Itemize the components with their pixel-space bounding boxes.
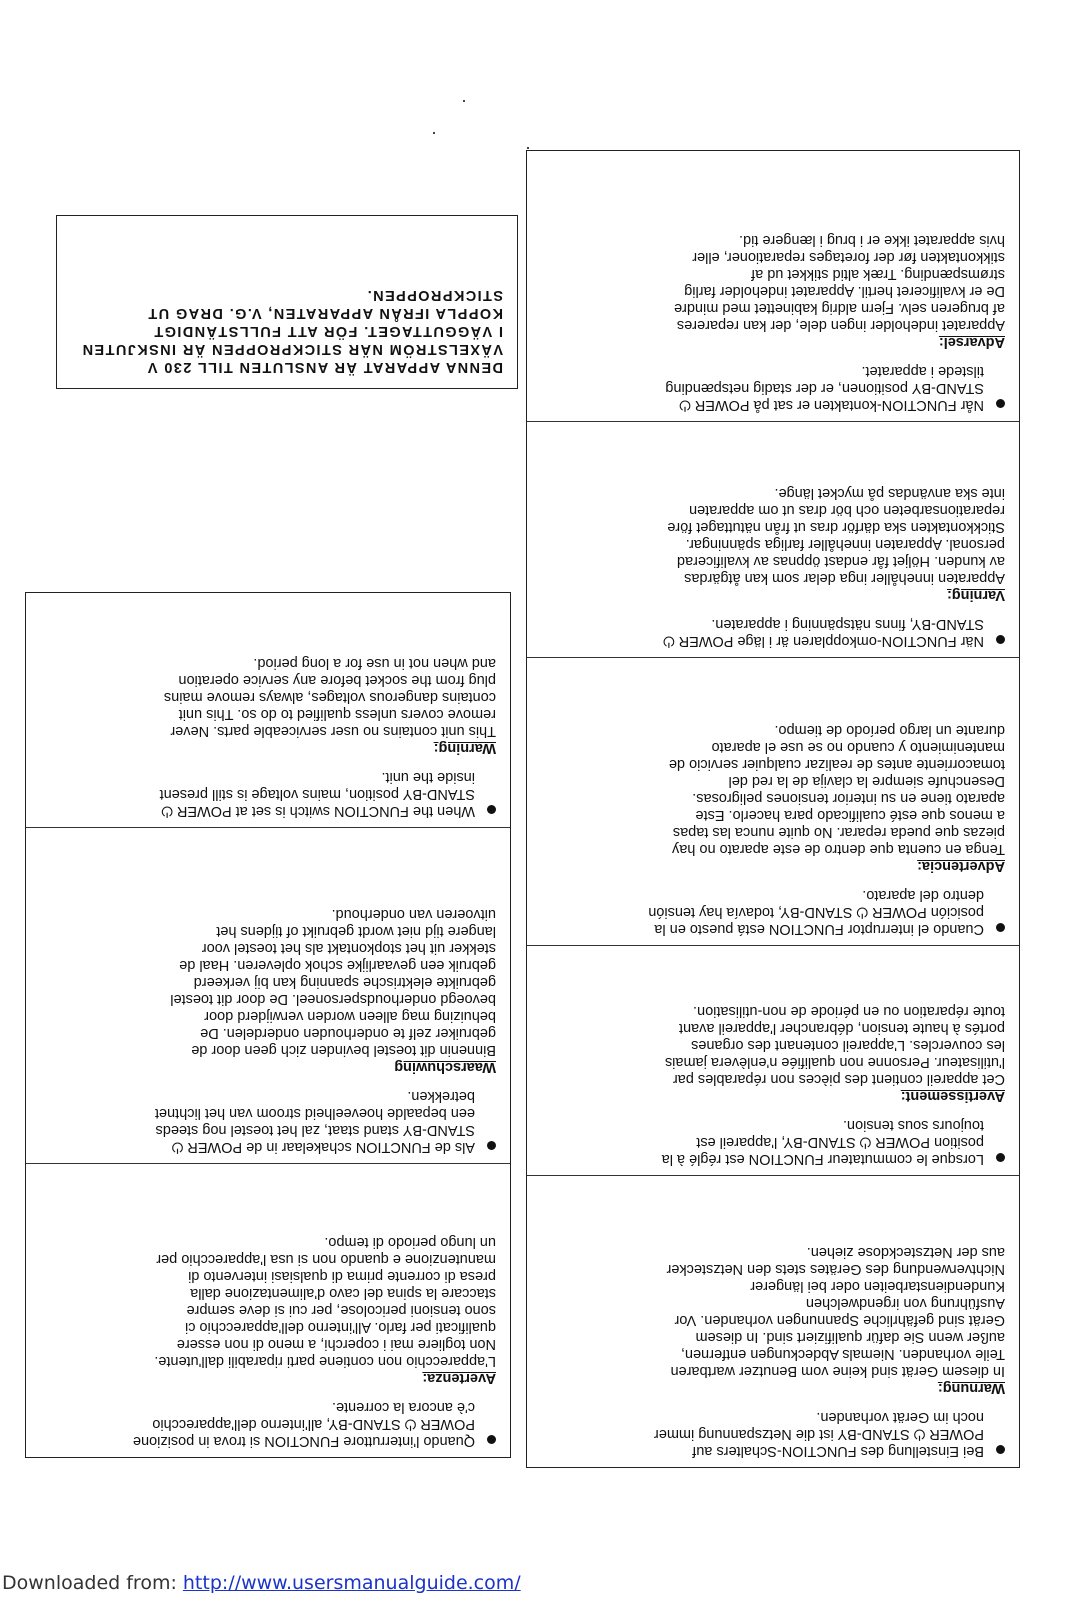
section-swedish bbox=[527, 421, 1019, 657]
it-heading: Avertenza: bbox=[422, 1370, 496, 1386]
it-body-text: L'apparecchio non contiene parti riparabili dall'utente. Non togliere mai i coperchi, a meno di non essere qualificati per farlo. All'interno dell'apparecchio ci sono tensioni pericolose, per cui si deve sempre staccare la spina del cavo d'alimentazione dalla presa di corrente prima di qualsiasi intervento di manutenzione e quando non si usa l'apparecchio per un lungo periodo di tempo. bbox=[154, 1234, 496, 1369]
section-italian bbox=[26, 1163, 510, 1457]
da-bullet-text: Når FUNCTION-kontakten er sat på POWER ⏻ STAND-BY positionen, er der stadig netspænding tilstede i apparatet. bbox=[665, 363, 984, 413]
section-french bbox=[527, 945, 1019, 1175]
en-bullet-text: When the FUNCTION switch is set at POWER ⏻ STAND-BY position, mains voltage is still present inside the unit. bbox=[159, 769, 475, 819]
footer-link[interactable]: http://www.usersmanualguide.com/ bbox=[182, 1572, 521, 1594]
es-heading: Advertencia: bbox=[917, 858, 1005, 874]
fr-body-text: Cet appareil contient des pièces non réparables par l'utilisateur. Personne non qualifiée n'enlèvera jamais les couvercles. L'appareil contenant des organes portés à haute tension, débrancher l'appareil avant toute réparation ou en période de non-utilisation. bbox=[664, 1003, 1005, 1087]
da-body-text: Apparatet indeholder ingen dele, der kan repareres af brugeren selv. Fjern aldrig kabinettet med mindre De er kvalificeret hertil. Apparatet indeholder farlig strømspænding. Træk altid stikket ud af stikkontakten før der foretages reparationer, eller hvis apparatet ikke er i brug i længere tid. bbox=[674, 232, 1005, 333]
download-source-footer bbox=[2, 1572, 521, 1594]
footer-prefix: Downloaded from: bbox=[2, 1572, 183, 1594]
es-bullet-text: Cuando el interruptor FUNCTION está puesto en la posición POWER ⏻ STAND-BY, todavía hay tensión dentro del aparato. bbox=[648, 887, 984, 937]
en-heading: Warning: bbox=[433, 740, 496, 756]
section-spanish bbox=[527, 657, 1019, 945]
section-danish bbox=[527, 155, 1019, 421]
de-body-text: In diesem Gerät sind keine vom Benutzer wartbaren Teile vorhanden. Niemals Abdeckungen entfernen, außer wenn Sie dafür qualifiziert sind. In diesem Gerät sind gefährliche Spannungen vorhanden. Vor Ausführung von irgendwelchen Kundendienstarbeiten oder bei längerer Nichtverwendung des Gerätes stets den Netzstecker aus der Netzsteckdose ziehen. bbox=[666, 1244, 1005, 1379]
left-warning-panel bbox=[25, 592, 511, 1458]
sv-body-text: Apparaten innehåller inga delar som kan åtgärdas av kunden. Höljet får endast öppnas av kvalificerad personal. Apparaten innehåller farliga spänningar. Stickkontakten ska därför dras ut från nätuttaget före reparationsarbeten och bör dras ut om apparaten inte ska användas på mycket länge. bbox=[667, 485, 1005, 586]
it-bullet-text: Quando l'interruttore FUNCTION si trova in posizione POWER ⏻ STAND-BY, all'interno dell'apparecchio c'è ancora la corrente. bbox=[132, 1399, 475, 1449]
sv-heading: Varning: bbox=[946, 587, 1005, 603]
de-bullet-text: Bei Einstellung des FUNCTION-Schalters auf POWER ⏻ STAND-BY ist die Netzspannung immer noch im Gerät vorhanden. bbox=[653, 1409, 984, 1459]
swedish-mains-notice bbox=[56, 215, 518, 389]
section-german bbox=[527, 1175, 1019, 1467]
da-heading: Advarsel: bbox=[938, 334, 1005, 350]
fr-bullet-text: Lorsque le commutateur FUNCTION est réglé à la position POWER ⏻ STAND-BY, l'appareil est toujours sous tension. bbox=[661, 1117, 984, 1167]
fr-heading: Avertissement: bbox=[900, 1088, 1005, 1104]
bullet-icon bbox=[996, 923, 1005, 932]
nl-body-text: Binnenin dit toestel bevinden zich geen door de gebruiker zelf te onderhouden onderdelen. De behuizing mag alleen worden verwijderd door bevoegd onderhoudspersoneel. De door dit toestel gebruikte elektrische spanning kan bij verkeerd gebruik een gevaarlijke schok opleveren. Haal de stekker uit het stopkontakt als het toestel voor langere tijd niet wordt gebruikt of tijdens het uitvoeren van onderhoud. bbox=[170, 906, 496, 1058]
sv-bullet-text: När FUNCTION-omkopplaren är i läge POWER ⏻ STAND-BY, finns nätspänning i apparaten. bbox=[663, 616, 984, 649]
en-body-text: This unit contains no user serviceable parts. Never remove covers unless qualified to do so. This unit contains dangerous voltages, always remove mains plug from the socket before any service operation and when not in use for a long period. bbox=[163, 655, 496, 739]
swedish-notice-text: DENNA APPARAT ÄR ANSLUTEN TILL 230 V VÄXELSTRÖM NÄR STICKPROPPEN ÄR INSKJUTEN I VÄGGUTTAGET. FÖR ATT FULLSTÄNDIGT KOPPLA IFRÅN APPARATEN, V.G. DRAG UT STICKPROPPEN. bbox=[81, 287, 503, 375]
de-heading: Warnung: bbox=[937, 1380, 1005, 1396]
bullet-icon bbox=[487, 1141, 496, 1150]
es-body-text: Tenga en cuenta que dentro de este aparato no hay piezas que pueda reparar. No quite nunca las tapas a menos que esté cualificado para hacerlo. Este aparato tiene en su interior tensiones peligrosas. Desenchufe siempre la clavija de la red del tomacorriente antes de realizar cualquier servicio de mantenimiento y cuando no se use el aparato durante un largo período de tiempo. bbox=[668, 722, 1005, 857]
right-warning-panel bbox=[526, 150, 1020, 1468]
bullet-icon bbox=[487, 1435, 496, 1444]
bullet-icon bbox=[996, 635, 1005, 644]
section-dutch bbox=[26, 827, 510, 1163]
bullet-icon bbox=[996, 1445, 1005, 1454]
nl-heading: Waarschuwing bbox=[394, 1059, 496, 1075]
bullet-icon bbox=[487, 805, 496, 814]
section-english bbox=[26, 595, 510, 827]
bullet-icon bbox=[996, 1153, 1005, 1162]
nl-bullet-text: Als de FUNCTION schakelaar in de POWER ⏻ STAND-BY stand staat, zal het toestel nog steeds een bepaalde hoeveelheid stroom van het lichtnet betrekken. bbox=[154, 1088, 475, 1155]
bullet-icon bbox=[996, 399, 1005, 408]
